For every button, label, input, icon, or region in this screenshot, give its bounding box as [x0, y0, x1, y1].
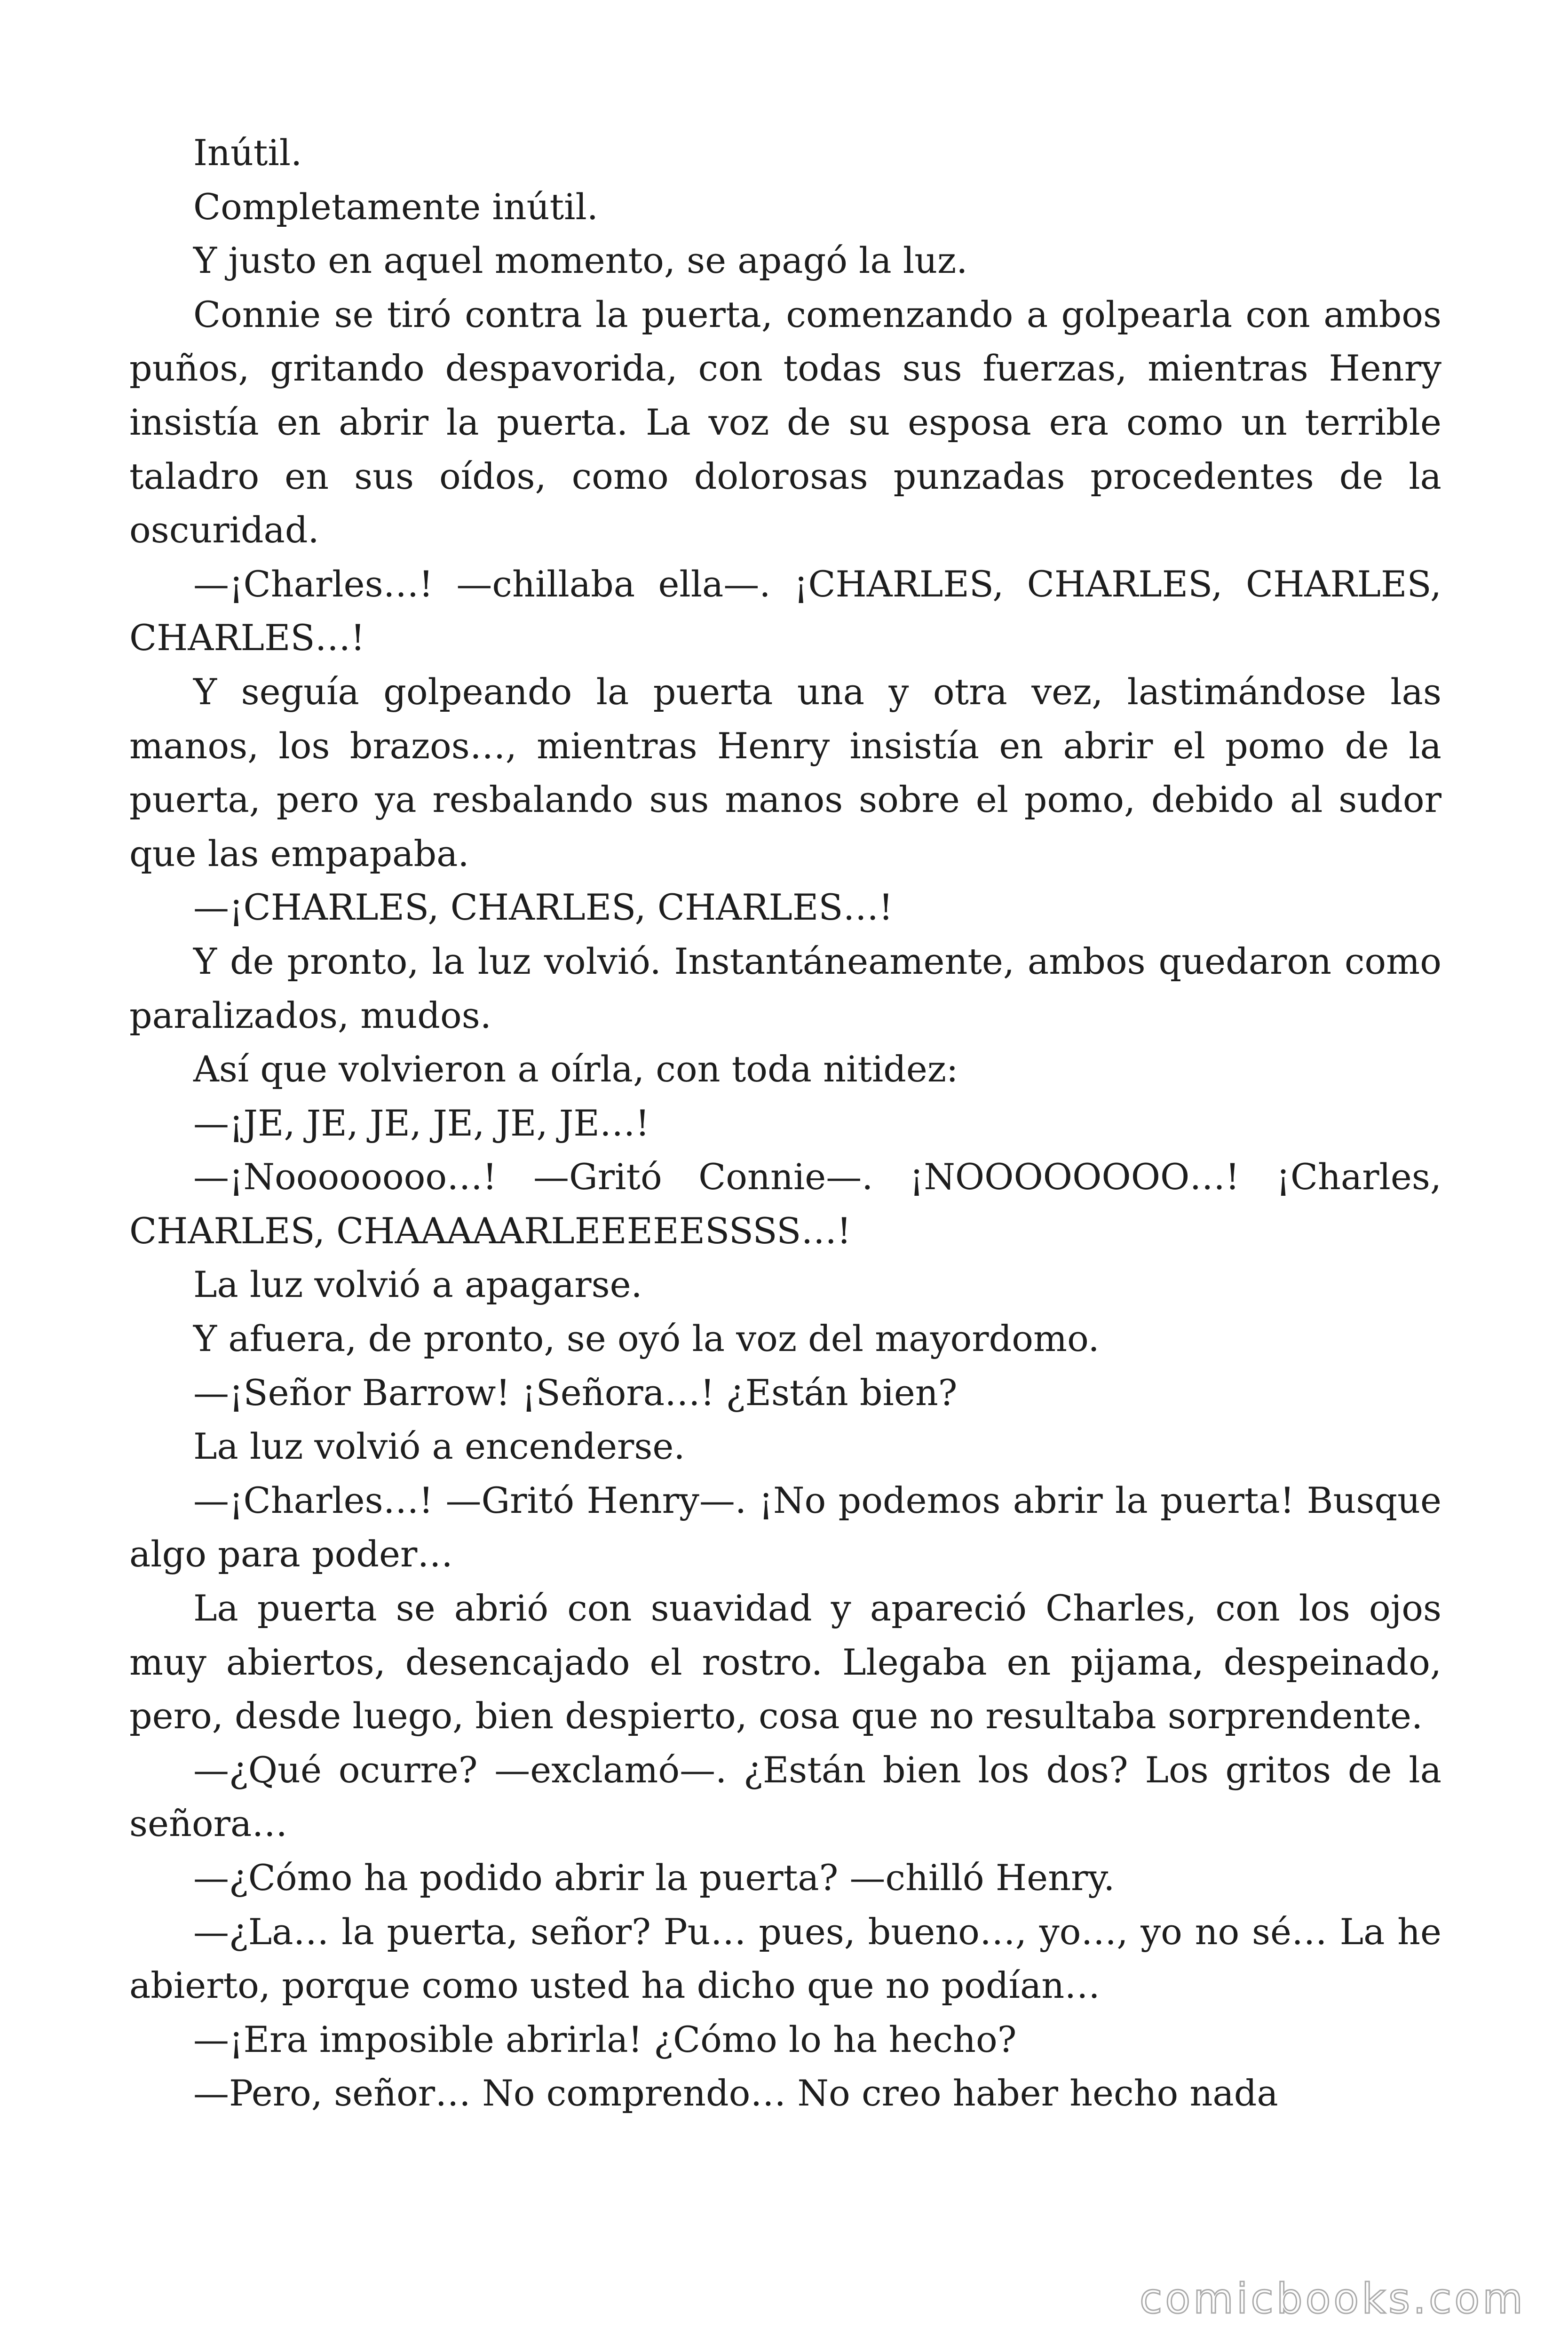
paragraph: —¿Qué ocurre? —exclamó—. ¿Están bien los dos? Los gritos de la señora… [129, 1748, 1441, 1845]
page-text [129, 126, 1441, 2121]
paragraph: Y justo en aquel momento, se apagó la luz. [193, 239, 968, 282]
paragraph: —¡CHARLES, CHARLES, CHARLES…! [193, 886, 893, 929]
paragraph: —¿Cómo ha podido abrir la puerta? —chilló Henry. [193, 1857, 1115, 1899]
paragraph: La luz volvió a apagarse. [193, 1263, 642, 1306]
paragraph: La puerta se abrió con suavidad y apareció Charles, con los ojos muy abiertos, desencajado el rostro. Llegaba en pijama, despeinado, pero, desde luego, bien despierto, cosa que no resultaba sorprendente. [129, 1587, 1441, 1737]
paragraph: —¡JE, JE, JE, JE, JE, JE…! [193, 1102, 650, 1144]
watermark: comicbooks.com [1139, 2274, 1526, 2323]
paragraph: Y seguía golpeando la puerta una y otra vez, lastimándose las manos, los brazos…, mientras Henry insistía en abrir el pomo de la puerta, pero ya resbalando sus manos sobre el pomo, debido al sudor que las empapaba. [129, 670, 1441, 874]
paragraph: —¡Era imposible abrirla! ¿Cómo lo ha hecho? [193, 2018, 1017, 2060]
paragraph: Completamente inútil. [193, 185, 598, 228]
paragraph: —¡Charles…! —Gritó Henry—. ¡No podemos abrir la puerta! Busque algo para poder… [129, 1479, 1441, 1575]
paragraph: —¿La… la puerta, señor? Pu… pues, bueno…, yo…, yo no sé… La he abierto, porque como usted ha dicho que no podían… [129, 1910, 1441, 2007]
paragraph: Así que volvieron a oírla, con toda nitidez: [193, 1048, 958, 1090]
paragraph: Inútil. [193, 132, 302, 174]
paragraph: Connie se tiró contra la puerta, comenzando a golpearla con ambos puños, gritando despavorida, con todas sus fuerzas, mientras Henry insistía en abrir la puerta. La voz de su esposa era como un terrible taladro en sus oídos, como dolorosas punzadas procedentes de la oscuridad. [129, 293, 1441, 551]
paragraph: —Pero, señor… No comprendo… No creo haber hecho nada [193, 2072, 1278, 2114]
paragraph: —¡Señor Barrow! ¡Señora…! ¿Están bien? [193, 1371, 958, 1414]
paragraph: —¡Charles…! —chillaba ella—. ¡CHARLES, CHARLES, CHARLES, CHARLES…! [129, 563, 1441, 659]
paragraph: Y afuera, de pronto, se oyó la voz del mayordomo. [193, 1318, 1100, 1360]
paragraph: La luz volvió a encenderse. [193, 1425, 685, 1468]
paragraph: Y de pronto, la luz volvió. Instantáneamente, ambos quedaron como paralizados, mudos. [129, 940, 1441, 1036]
paragraph: —¡Noooooooo…! —Gritó Connie—. ¡NOOOOOOOO…! ¡Charles, CHARLES, CHAAAAARLEEEEESSSS…! [129, 1156, 1441, 1252]
